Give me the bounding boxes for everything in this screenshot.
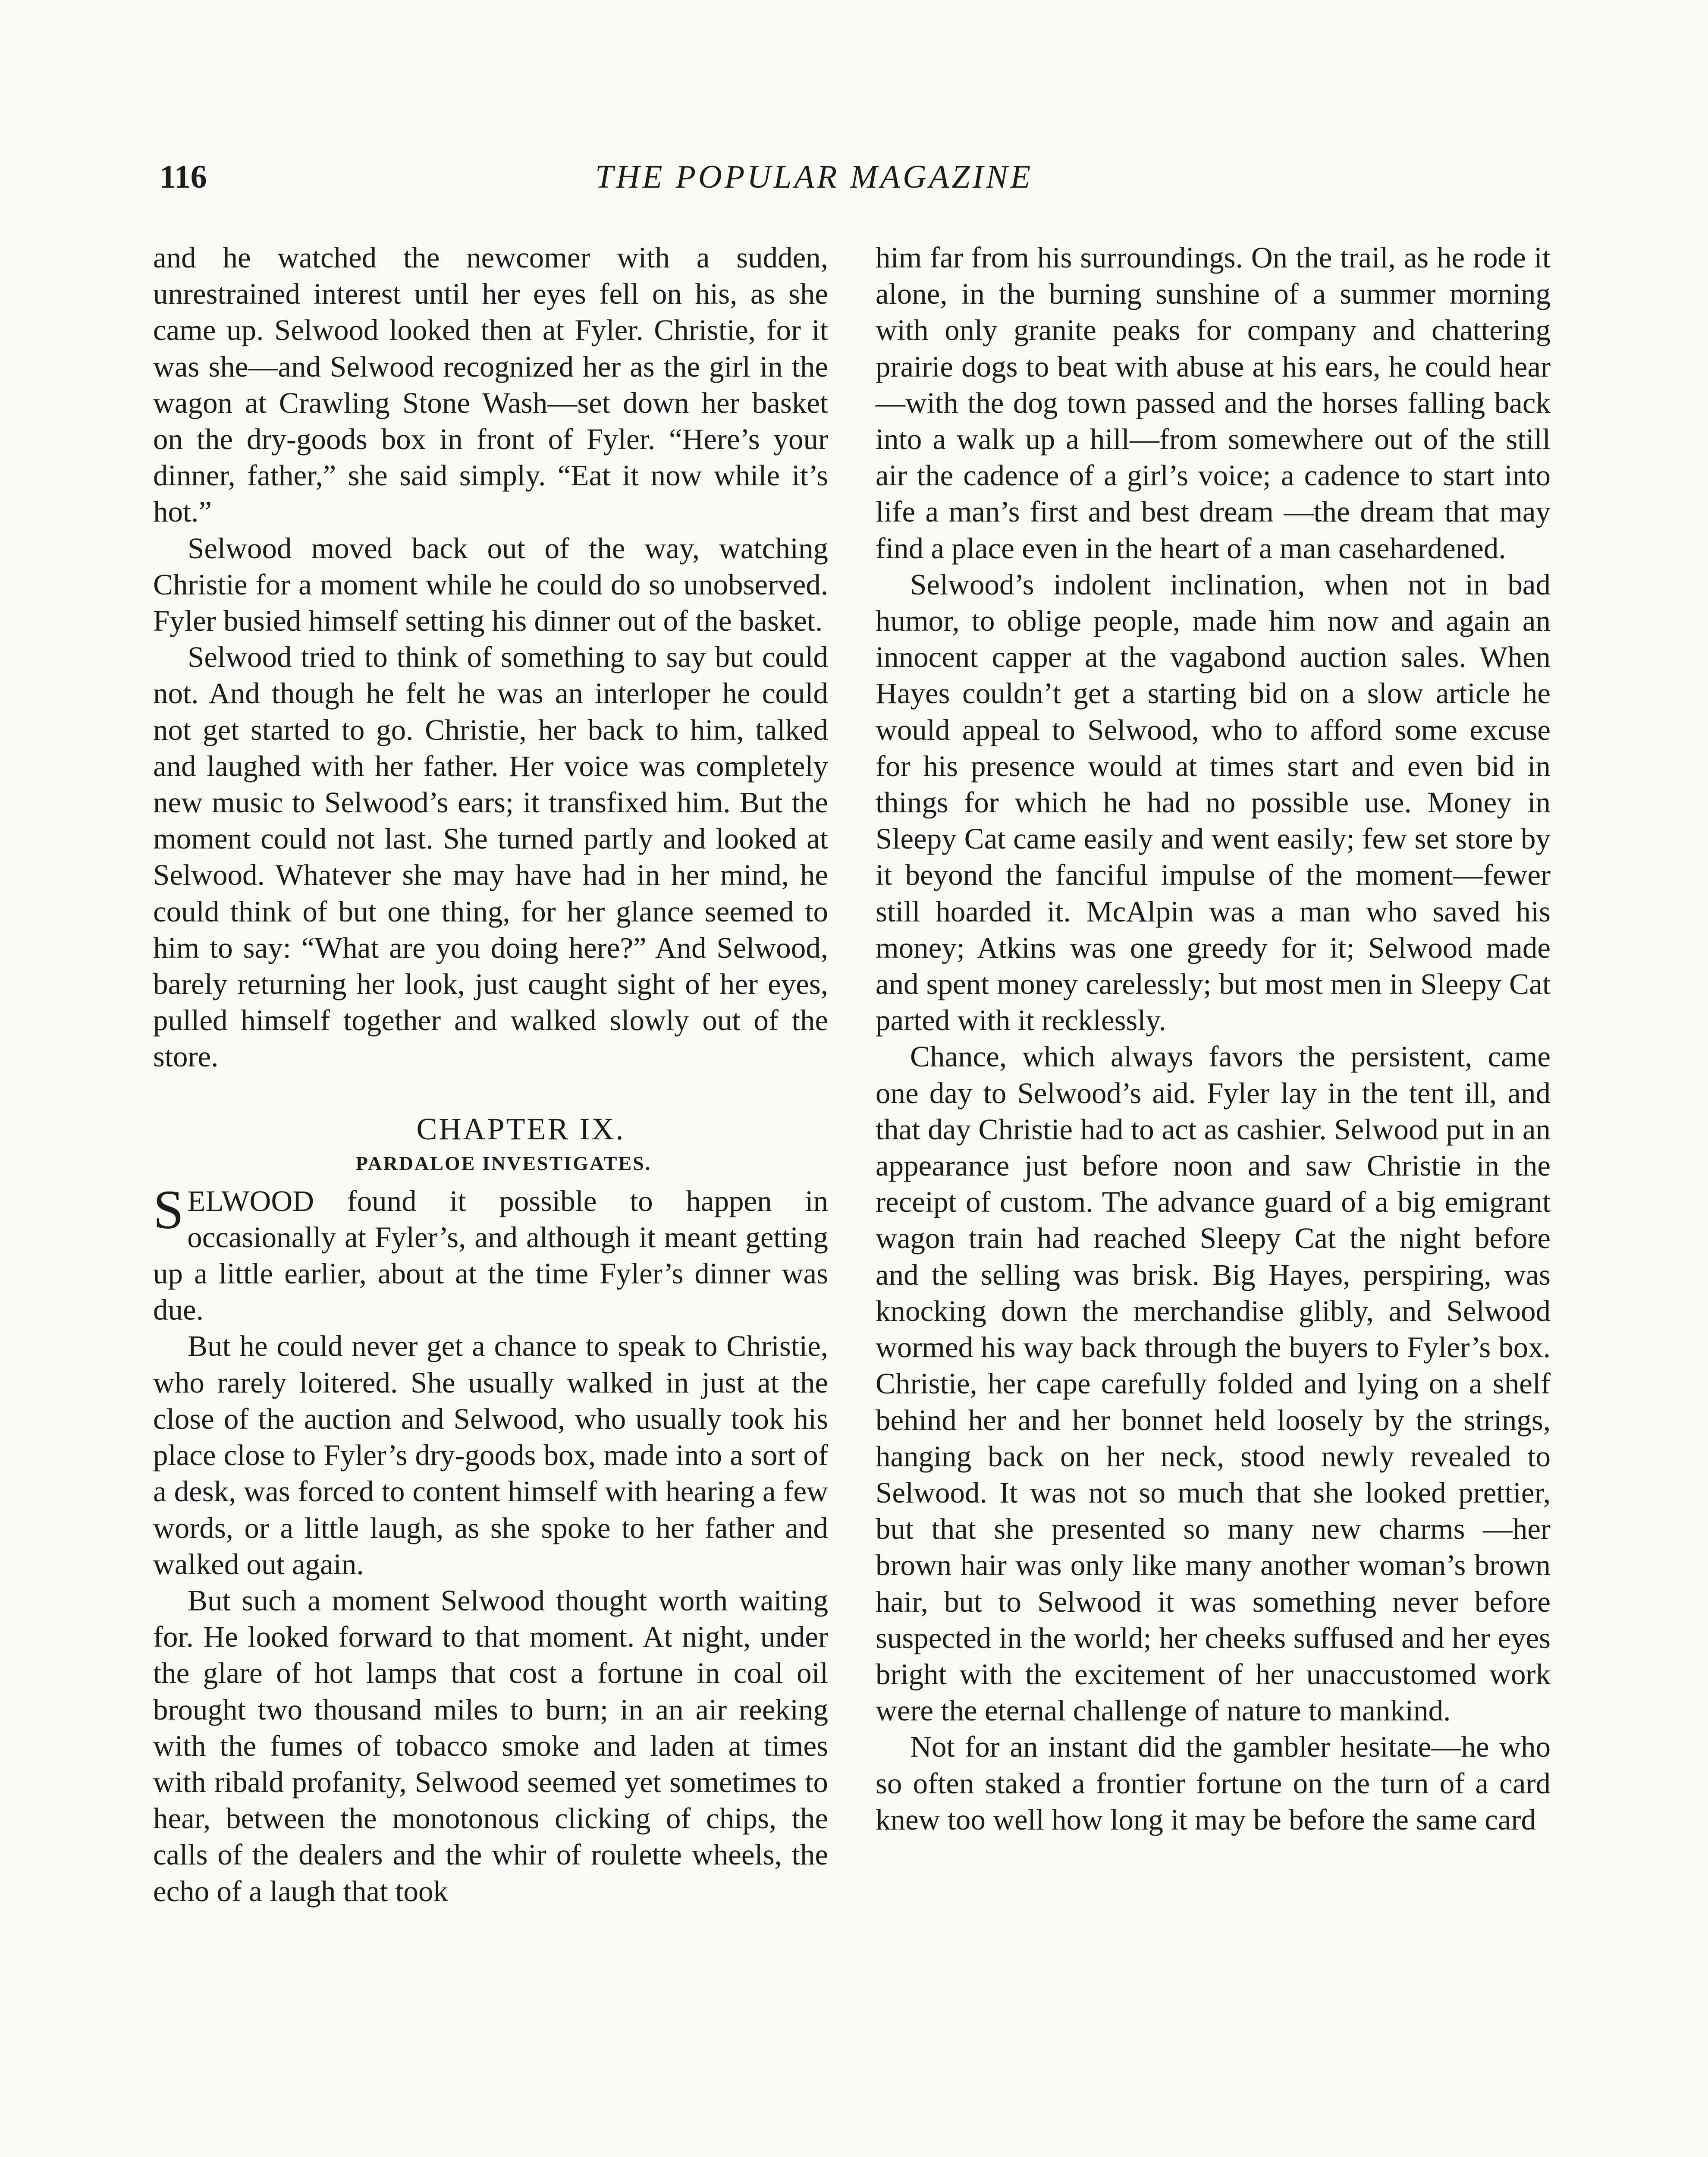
chapter-header (153, 1110, 828, 1179)
paragraph: Not for an instant did the gambler hesitate—he who so often staked a frontier fortune on the turn of a card knew too well how long it may be before the same card (876, 1730, 1551, 1836)
paragraph: Selwood’s indolent inclination, when not in bad humor, to oblige people, made him now and again an innocent capper at the vagabond auction sales. When Hayes couldn’t get a starting bid on a slow article he would appeal to Selwood, who to afford some excuse for his presence would at times start and even bid in things for which he had no possible use. Money in Sleepy Cat came easily and went easily; few set store by it beyond the fanciful impulse of the moment—fewer still hoarded it. McAlpin was a man who saved his money; Atkins was one greedy for it; Selwood made and spent money carelessly; but most men in Sleepy Cat parted with it recklessly. (876, 568, 1551, 1037)
drop-cap: S (153, 1179, 184, 1240)
paragraph: and he watched the newcomer with a sudden, unrestrained interest until her eyes fell on his, as she came up. Selwood looked then at Fyler. Christie, for it was she—and Selwood recognized her as the girl in the wagon at Crawling Stone Wash—set down her basket on the dry-goods box in front of Fyler. “Here’s your dinner, father,” she said simply. “Eat it now while it’s hot.” (153, 241, 828, 528)
paragraph: Selwood moved back out of the way, watching Christie for a moment while he could do so unobserved. Fyler busied himself setting his dinner out of the basket. (153, 531, 828, 638)
chapter-first-paragraph (153, 1179, 828, 1328)
paragraph: him far from his surroundings. On the trail, as he rode it alone, in the burning sunshine of a summer morning with only granite peaks for company and chattering prairie dogs to beat with abuse at his ears, he could hear—with the dog town passed and the horses falling back into a walk up a hill—from somewhere out of the still air the cadence of a girl’s voice; a cadence to start into life a man’s first and best dream —the dream that may find a place even in the heart of a man casehardened. (876, 241, 1551, 565)
paragraph: Selwood tried to think of something to say but could not. And though he felt he was an interloper he could not get started to go. Christie, her back to him, talked and laughed with her father. Her voice was completely new music to Selwood’s ears; it transfixed him. But the moment could not last. She turned partly and looked at Selwood. Whatever she may have had in her mind, he could think of but one thing, for her glance seemed to him to say: “What are you doing here?” And Selwood, barely returning her look, just caught sight of her eyes, pulled himself together and walked slowly out of the store. (153, 641, 828, 1073)
chapter-subtitle: PARDALOE INVESTIGATES. (355, 1152, 652, 1174)
left-column (153, 239, 828, 1909)
right-column (876, 239, 1551, 1838)
running-head: THE POPULAR MAGAZINE (595, 159, 1033, 195)
paragraph: Chance, which always favors the persistent, came one day to Selwood’s aid. Fyler lay in the tent ill, and that day Christie had to act as cashier. Selwood put in an appearance just before noon and saw Christie in the receipt of custom. The advance guard of a big emigrant wagon train had reached Sleepy Cat the night before and the selling was brisk. Big Hayes, perspiring, was knocking down the merchandise glibly, and Selwood wormed his way back through the buyers to Fyler’s box. Christie, her cape carefully folded and lying on a shelf behind her and her bonnet held loosely by the strings, hanging back on her neck, stood newly revealed to Selwood. It was not so much that she looked prettier, but that she presented so many new charms —her brown hair was only like many another woman’s brown hair, but to Selwood it was something never before suspected in the world; her cheeks suffused and her eyes bright with the excitement of her unaccustomed work were the eternal challenge of nature to mankind. (876, 1040, 1551, 1727)
paragraph: But he could never get a chance to speak to Christie, who rarely loitered. She usually walked in just at the close of the auction and Selwood, who usually took his place close to Fyler’s dry-goods box, made into a sort of a desk, was forced to content himself with hearing a few words, or a little laugh, as she spoke to her father and walked out again. (153, 1330, 828, 1581)
page-number: 116 (160, 159, 207, 195)
chapter-first-paragraph-text: ELWOOD found it possible to happen in occasionally at Fyler’s, and although it meant getting up a little earlier, about at the time Fyler’s dinner was due. (153, 1184, 828, 1327)
paragraph: But such a moment Selwood thought worth waiting for. He looked forward to that moment. At night, under the glare of hot lamps that cost a fortune in coal oil brought two thousand miles to burn; in an air reeking with the fumes of tobacco smoke and laden at times with ribald profanity, Selwood seemed yet sometimes to hear, between the monotonous clicking of chips, the calls of the dealers and the whir of roulette wheels, the echo of a laugh that took (153, 1584, 828, 1908)
chapter-heading: CHAPTER IX. (416, 1111, 625, 1146)
